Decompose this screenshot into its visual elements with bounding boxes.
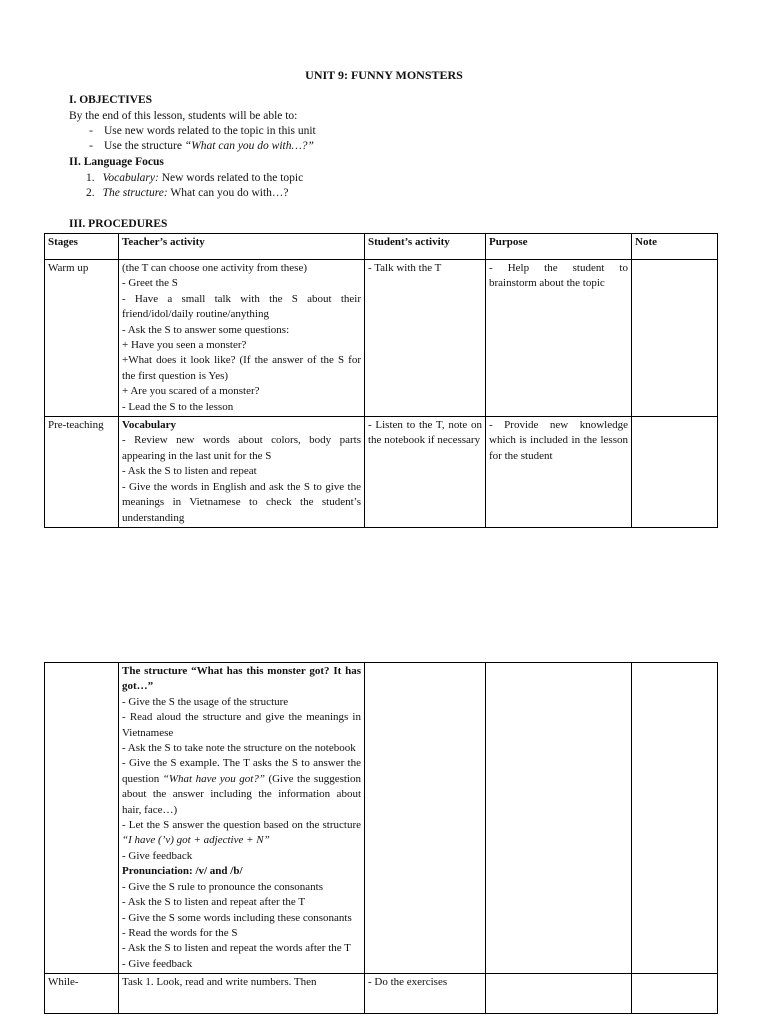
column-header-stages: Stages — [45, 234, 119, 260]
objective-item: - Use new words related to the topic in this unit — [82, 124, 316, 140]
column-header-purpose: Purpose — [486, 234, 632, 260]
column-header-teacher: Teacher’s activity — [119, 234, 365, 260]
language-focus-item: 1. Vocabulary: New words related to the topic — [86, 172, 304, 184]
stage-cell: Pre-teaching — [45, 417, 119, 528]
note-cell — [632, 974, 718, 1014]
teacher-activity-cell: Vocabulary - Review new words about colors, body parts appearing in the last unit for the S - Ask the S to listen and repeat - Give the words in English and ask the S to give the meanings in Vietnamese to check the student’s understanding — [119, 417, 365, 528]
procedures-table — [44, 233, 718, 528]
note-cell — [632, 260, 718, 417]
purpose-cell: - Help the student to brainstorm about the topic — [486, 260, 632, 417]
stage-cell: While- — [45, 974, 119, 1014]
objectives-heading: I. OBJECTIVES — [69, 94, 153, 106]
column-header-student: Student’s activity — [365, 234, 486, 260]
dash-bullet: - — [89, 125, 93, 137]
teacher-activity-cell: The structure “What has this monster got? It has got…” - Give the S the usage of the structure - Read aloud the structure and give the meanings in Vietnamese - Ask the S to take note the structure on the notebook - Give the S example. The T asks the S to answer the question “What have you got?” (Give the suggestion about the answer including the information about hair, face…) - Let the S answer the question based on the structure “I have (’v) got + adjective + N” - Give feedback Pronunciation: /v/ and /b/ - Give the S rule to pronounce the consonants - Ask the S to listen and repeat after the T - Give the S some words including these consonants - Read the words for the S - Ask the S to listen and repeat the words after the T - Give feedback — [119, 663, 365, 974]
document-title: UNIT 9: FUNNY MONSTERS — [305, 68, 463, 82]
student-activity-cell — [365, 663, 486, 974]
language-focus-heading: II. Language Focus — [69, 156, 164, 168]
note-cell — [632, 663, 718, 974]
purpose-cell — [486, 663, 632, 974]
table-row — [45, 974, 718, 1014]
procedures-heading: III. PROCEDURES — [69, 218, 168, 230]
table-header-row — [45, 234, 718, 260]
stage-cell: Warm up — [45, 260, 119, 417]
language-focus-item: 2. The structure: What can you do with…? — [86, 187, 289, 199]
purpose-cell — [486, 974, 632, 1014]
table-row — [45, 260, 718, 417]
objectives-intro: By the end of this lesson, students will be able to: — [69, 110, 298, 122]
dash-bullet: - — [89, 140, 93, 152]
stage-cell — [45, 663, 119, 974]
table-row — [45, 417, 718, 528]
column-header-note: Note — [632, 234, 718, 260]
student-activity-cell: - Talk with the T — [365, 260, 486, 417]
objective-item: - Use the structure “What can you do with…?” — [82, 139, 314, 155]
note-cell — [632, 417, 718, 528]
purpose-cell: - Provide new knowledge which is included in the lesson for the student — [486, 417, 632, 528]
student-activity-cell: - Do the exercises — [365, 974, 486, 1014]
procedures-table-continued — [44, 662, 718, 1014]
table-row — [45, 663, 718, 974]
teacher-activity-cell: Task 1. Look, read and write numbers. Then — [119, 974, 365, 1014]
teacher-activity-cell: (the T can choose one activity from these) - Greet the S - Have a small talk with the S about their friend/idol/daily routine/anything - Ask the S to answer some questions: + Have you seen a monster? +What does it look like? (If the answer of the S for the first question is Yes) + Are you scared of a monster? - Lead the S to the lesson — [119, 260, 365, 417]
student-activity-cell: - Listen to the T, note on the notebook if necessary — [365, 417, 486, 528]
